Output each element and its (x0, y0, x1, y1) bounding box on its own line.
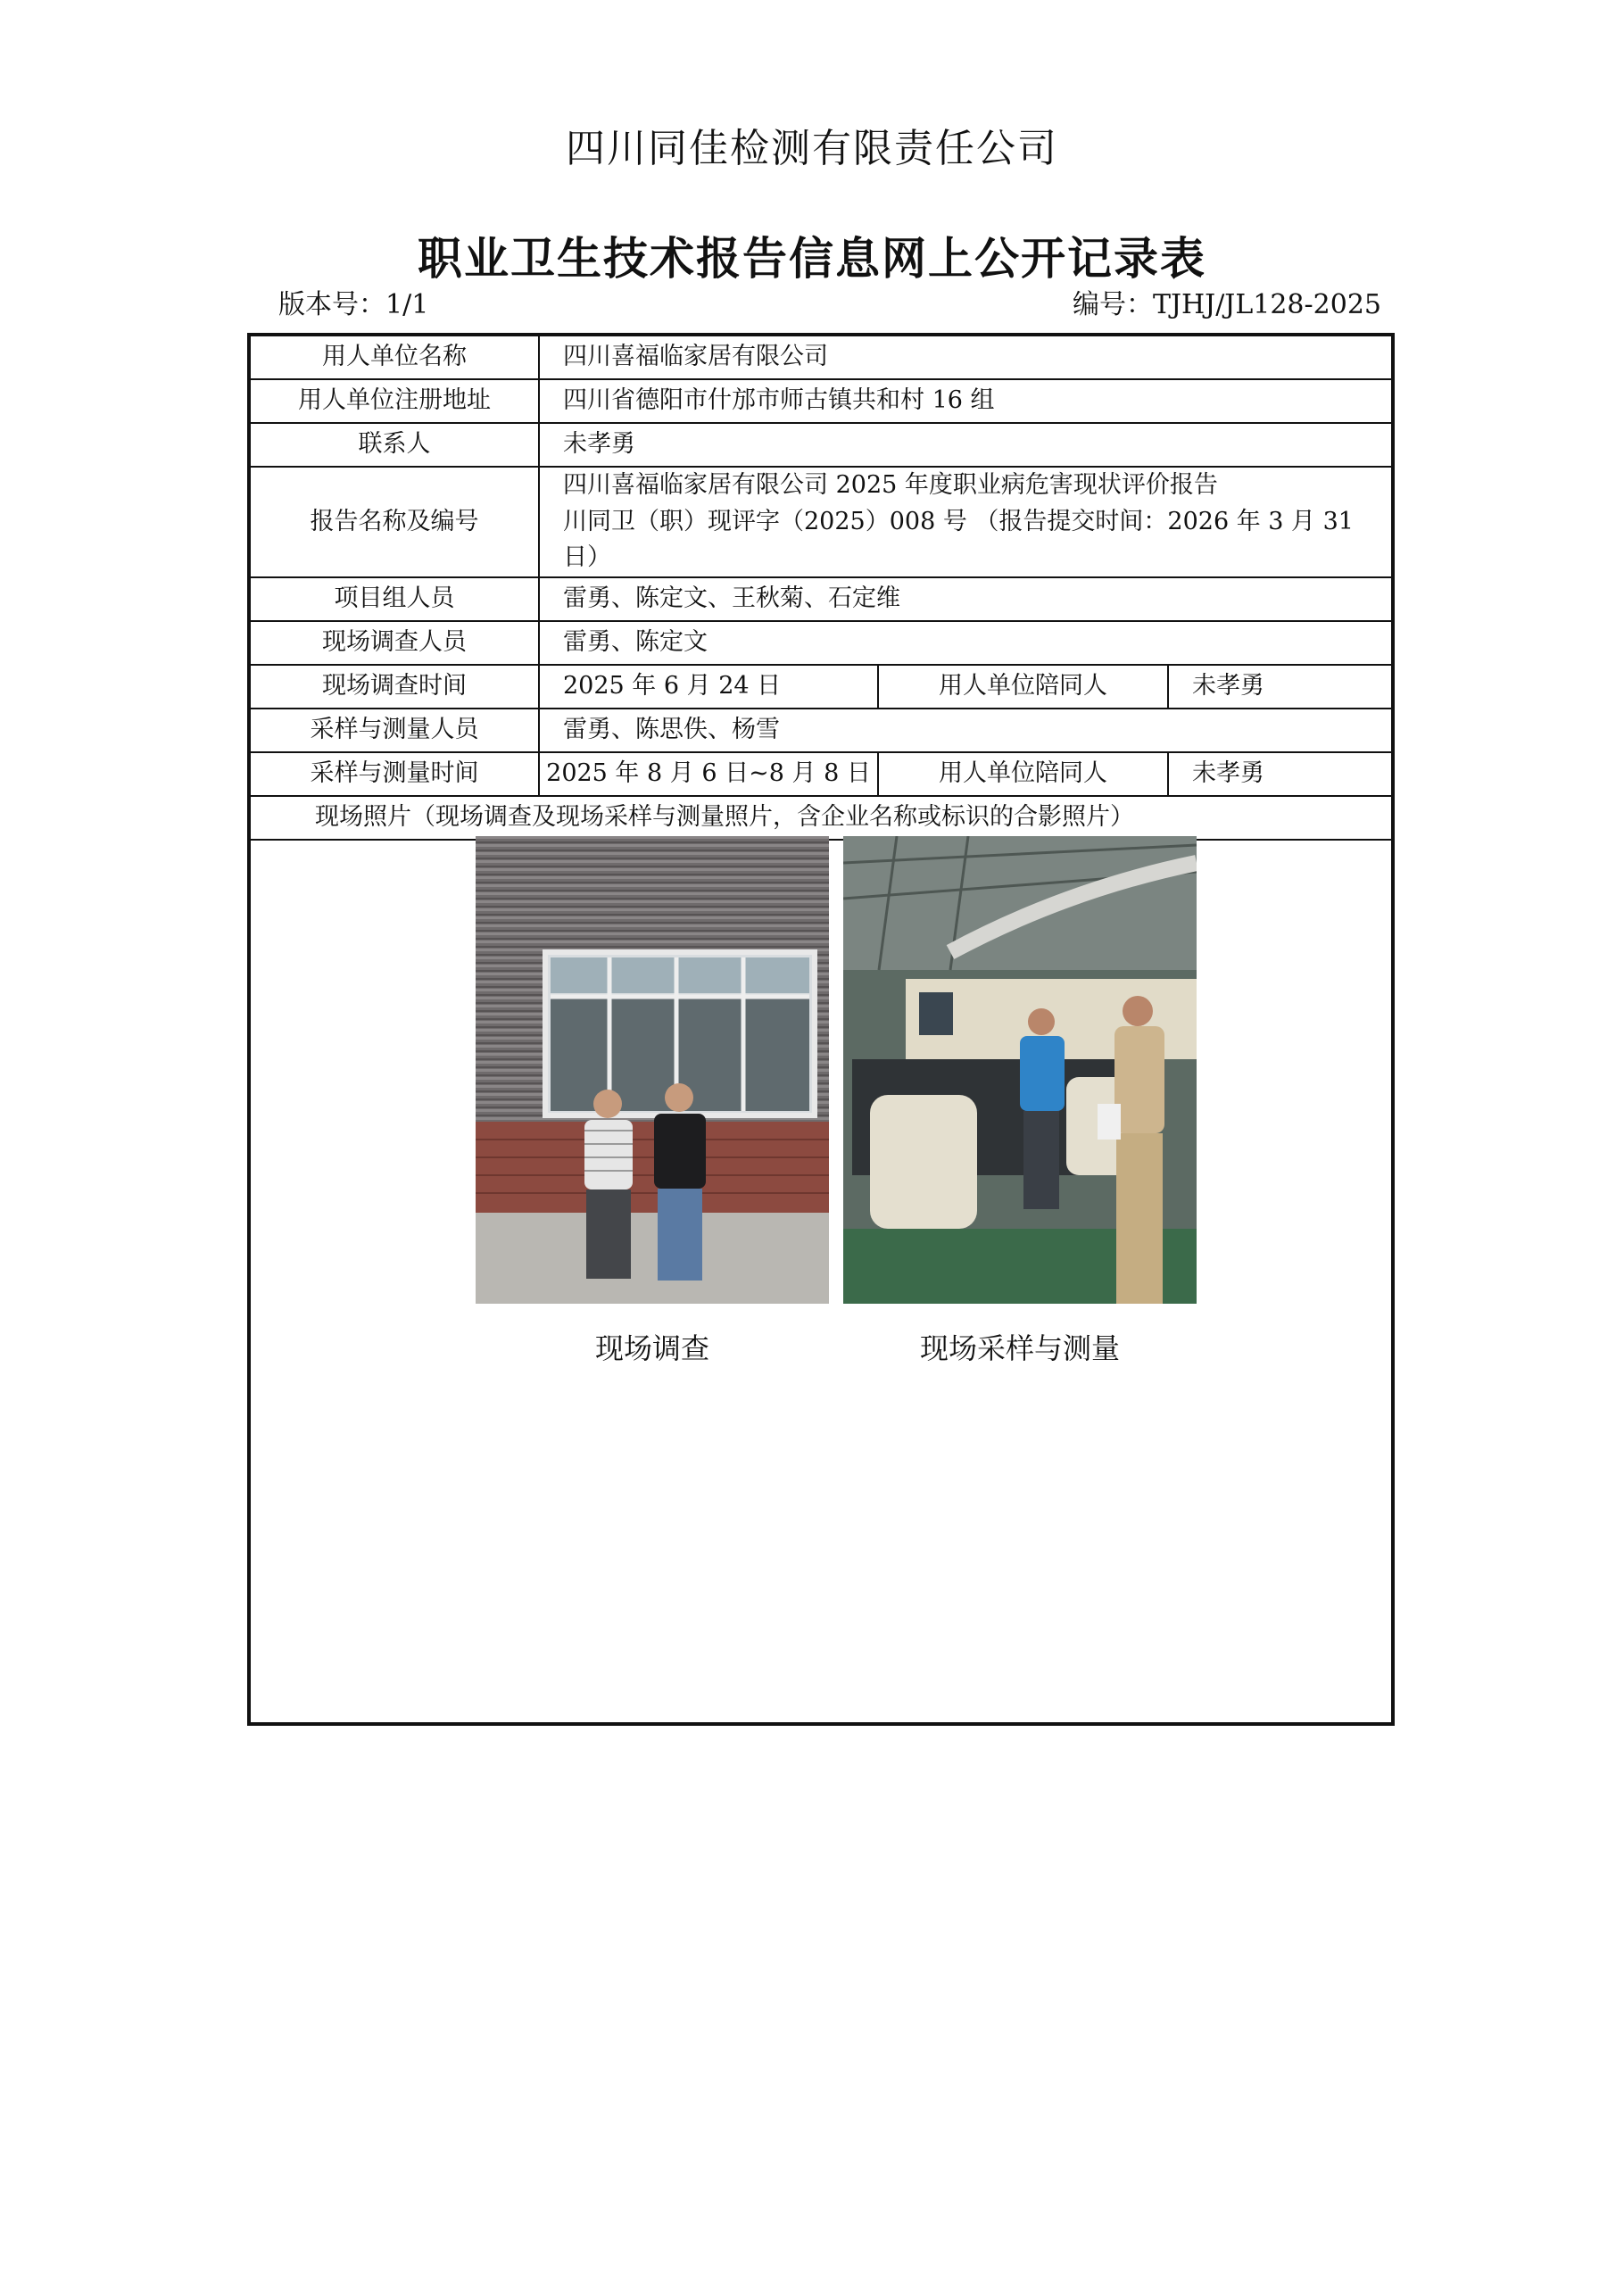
site-sampling-photo (843, 836, 1197, 1304)
survey-staff-label: 现场调查人员 (249, 621, 539, 665)
row-report (249, 467, 1393, 577)
row-sampling-staff (249, 709, 1393, 752)
address-label: 用人单位注册地址 (249, 379, 539, 423)
employer-value: 四川喜福临家居有限公司 (539, 335, 1393, 379)
survey-time-label: 现场调查时间 (249, 665, 539, 709)
row-address (249, 379, 1393, 423)
report-name: 四川喜福临家居有限公司 2025 年度职业病危害现状评价报告 (563, 471, 1218, 499)
contact-value: 未孝勇 (539, 423, 1393, 467)
site-survey-photo (476, 836, 829, 1304)
survey-escort-value: 未孝勇 (1168, 665, 1393, 709)
employer-label: 用人单位名称 (249, 335, 539, 379)
version-number: 版本号：1/1 (278, 289, 429, 320)
report-value (539, 467, 1393, 577)
survey-time-value: 2025 年 6 月 24 日 (539, 665, 878, 709)
survey-staff-value: 雷勇、陈定文 (539, 621, 1393, 665)
sampling-staff-value: 雷勇、陈思佚、杨雪 (539, 709, 1393, 752)
report-label: 报告名称及编号 (249, 467, 539, 577)
site-survey-image (476, 836, 829, 1304)
survey-escort-label: 用人单位陪同人 (878, 665, 1168, 709)
team-value: 雷勇、陈定文、王秋菊、石定维 (539, 577, 1393, 621)
address-value: 四川省德阳市什邡市师古镇共和村 16 组 (539, 379, 1393, 423)
row-survey-staff (249, 621, 1393, 665)
sampling-time-value: 2025 年 8 月 6 日~8 月 8 日 (539, 752, 878, 796)
site-sampling-image (843, 836, 1197, 1304)
document-serial: 编号：TJHJ/JL128-2025 (1072, 289, 1381, 320)
sampling-escort-value: 未孝勇 (1168, 752, 1393, 796)
row-contact (249, 423, 1393, 467)
company-name: 四川同佳检测有限责任公司 (566, 126, 1058, 171)
report-number: 川同卫（职）现评字（2025）008 号 （报告提交时间：2026 年 3 月 31 日） (563, 507, 1354, 571)
contact-label: 联系人 (249, 423, 539, 467)
team-label: 项目组人员 (249, 577, 539, 621)
row-employer (249, 335, 1393, 379)
row-photos-header (249, 796, 1393, 840)
row-survey-time (249, 665, 1393, 709)
row-team (249, 577, 1393, 621)
site-survey-caption: 现场调查 (594, 1331, 709, 1365)
sampling-staff-label: 采样与测量人员 (249, 709, 539, 752)
sampling-time-label: 采样与测量时间 (249, 752, 539, 796)
document-title: 职业卫生技术报告信息网上公开记录表 (418, 232, 1206, 285)
row-sampling-time (249, 752, 1393, 796)
site-sampling-caption: 现场采样与测量 (919, 1331, 1120, 1365)
photos-header: 现场照片（现场调查及现场采样与测量照片，含企业名称或标识的合影照片） (249, 796, 1393, 840)
sampling-escort-label: 用人单位陪同人 (878, 752, 1168, 796)
